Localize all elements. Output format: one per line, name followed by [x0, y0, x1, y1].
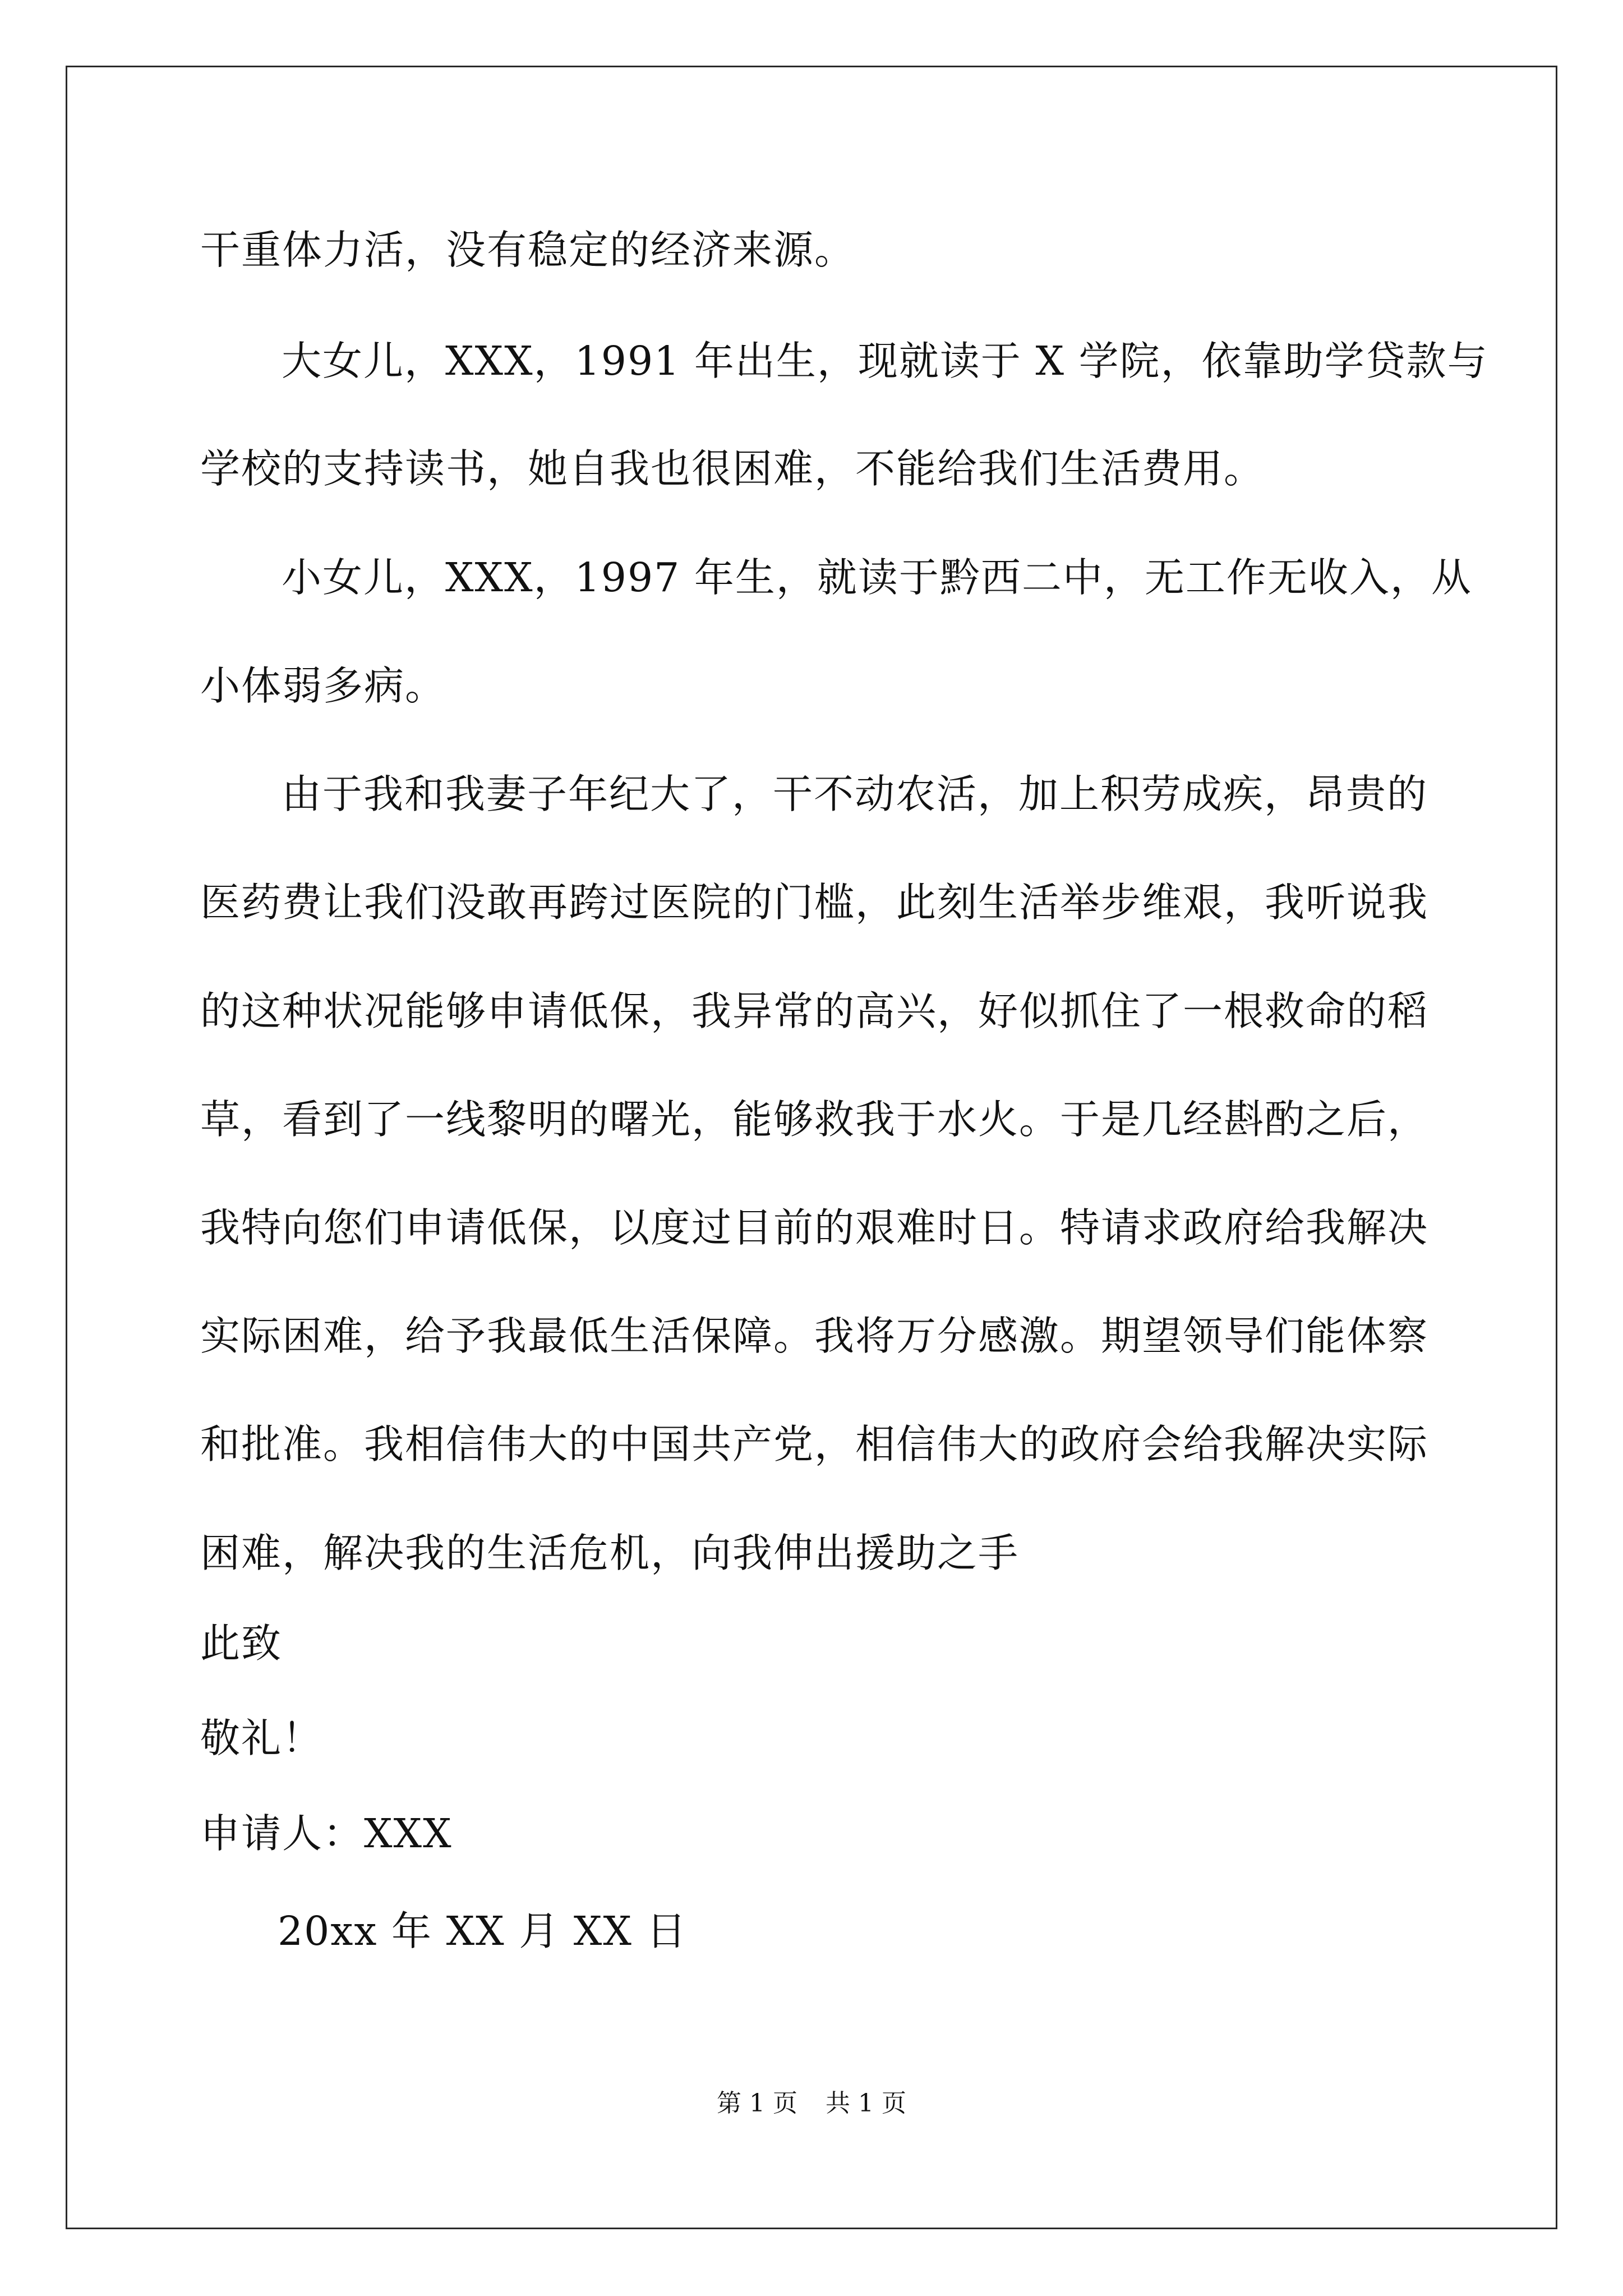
body-paragraph-start: 小女儿，XXX，1997 年生，就读于黔西二中，无工作无收入，从: [282, 554, 1472, 601]
salutation-line-1: 此致: [200, 1620, 283, 1667]
body-paragraph-start: 由于我和我妻子年纪大了，干不动农活，加上积劳成疾，昂贵的: [282, 771, 1428, 817]
body-line: 医药费让我们没敢再跨过医院的门槛，此刻生活举步维艰，我听说我: [200, 879, 1429, 926]
applicant-signature: 申请人：XXX: [200, 1810, 453, 1857]
body-line: 学校的支持读书，她自我也很困难，不能给我们生活费用。: [200, 445, 1265, 492]
body-line: 实际困难，给予我最低生活保障。我将万分感激。期望领导们能体察: [200, 1313, 1429, 1359]
page-footer: [0, 2087, 1623, 2120]
total-pages: 共 1 页: [826, 2089, 906, 2118]
body-line: 的这种状况能够申请低保，我异常的高兴，好似抓住了一根救命的稻: [200, 988, 1429, 1034]
body-line: 干重体力活，没有稳定的经济来源。: [200, 227, 856, 273]
body-line: 我特向您们申请低保，以度过目前的艰难时日。特请求政府给我解决: [200, 1204, 1429, 1251]
body-line: 困难，解决我的生活危机，向我伸出援助之手: [200, 1530, 1020, 1576]
body-line: 小体弱多病。: [200, 662, 446, 709]
body-line: 和批准。我相信伟大的中国共产党，相信伟大的政府会给我解决实际: [200, 1421, 1429, 1467]
body-line: 草，看到了一线黎明的曙光，能够救我于水火。于是几经斟酌之后，: [200, 1096, 1429, 1143]
page-number: 第 1 页: [717, 2089, 797, 2118]
salutation-line-2: 敬礼！: [200, 1715, 324, 1761]
letter-date: 20xx 年 XX 月 XX 日: [278, 1908, 688, 1954]
body-paragraph-start: 大女儿，XXX，1991 年出生，现就读于 X 学院，依靠助学贷款与: [282, 338, 1488, 384]
